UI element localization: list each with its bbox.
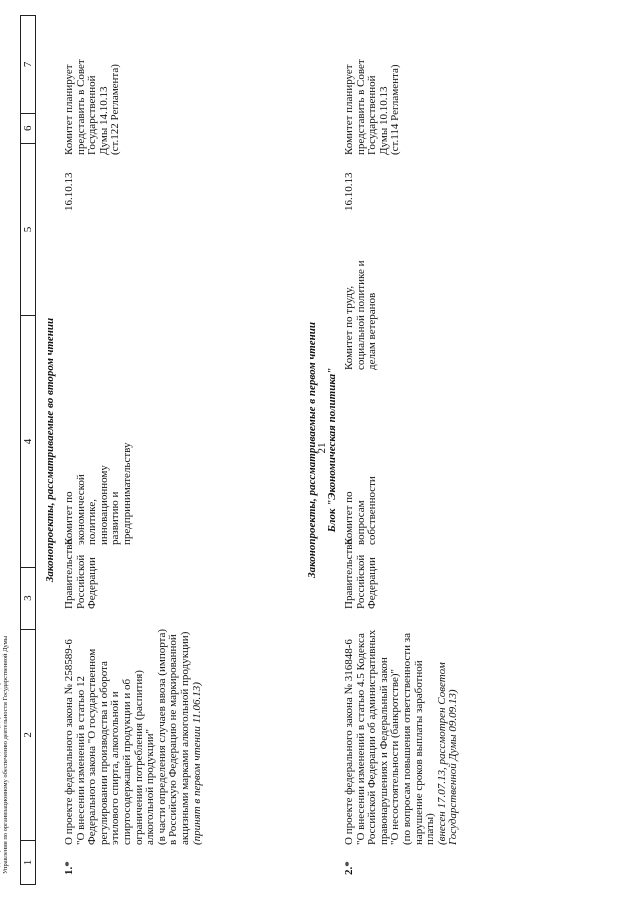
block-title: Блок "Экономическая политика" xyxy=(326,367,338,533)
column-number: 6 xyxy=(21,113,35,143)
bill-note: (внесен 17.07.13, рассмотрен Советом Государственной Думы 09.09.13) xyxy=(435,662,460,845)
initiator: Правительство Российской Федерации xyxy=(63,539,99,609)
column-number: 1 xyxy=(21,840,35,884)
bill-note: (принят в первом чтении 11.06.13) xyxy=(190,682,203,845)
column-number: 4 xyxy=(21,315,35,566)
column-number: 5 xyxy=(21,143,35,316)
responsible-committee: Комитет по экономической политике, инновационному развитию и предпринимательству xyxy=(63,442,133,545)
initiator: Правительство Российской Федерации xyxy=(343,539,379,609)
column-number-header xyxy=(20,15,36,885)
row-number: 1.* xyxy=(63,861,75,875)
column-number: 7 xyxy=(22,61,34,68)
footer-line: Управления по организационному обеспечению деятельности Государственной Думы xyxy=(2,635,9,874)
section-title-second-reading: Законопроекты, рассматриваемые во втором чтении xyxy=(44,317,56,583)
responsible-committee: Комитет по вопросам собственности xyxy=(343,476,379,545)
landscape-page xyxy=(20,15,620,885)
section-title-first-reading: Законопроекты, рассматриваемые в первом чтении xyxy=(306,322,318,578)
review-date: 16.10.13 xyxy=(343,172,355,211)
column-number: 2 xyxy=(21,629,35,841)
page-number: 21 xyxy=(316,442,328,454)
bill-title: О проекте федерального закона № 316848-6 "О внесении изменений в статью 4.5 Кодекса Российской Федерации об административных правонарушениях и Федеральный закон "О несостоятельности (банкротстве)" (по вопросам повышения ответственности за нарушение сроков выплаты заработной платы) (внесен 17.07.13, рассмотрен Советом Государственной Думы 09.09.13) xyxy=(344,615,460,845)
footer xyxy=(0,574,20,874)
co-committee: Комитет по труду, социальной политике и делам ветеранов xyxy=(343,260,379,370)
bill-title: О проекте федерального закона № 258589-6 "О внесении изменений в статью 12 Федерального закона "О государственном регулировании производства и оборота этилового спирта, алкогольной и спиртосодержащей продукции и об ограничении потребления (распития) алкогольной продукции" (в части определения случаев ввоза (импорта) в Российскую Федерацию не маркированной акцизными марками алкогольной продукции) (принят в первом чтении 11.06.13) xyxy=(64,615,203,845)
column-number: 3 xyxy=(21,567,35,629)
remark: Комитет планирует представить в Совет Государственной Думы 10.10.13 (ст.114 Регламента) xyxy=(343,59,402,155)
review-date: 16.10.13 xyxy=(63,172,75,211)
row-number: 2.* xyxy=(343,861,355,875)
remark: Комитет планирует представить в Совет Государственной Думы 14.10.13 (ст.122 Регламента) xyxy=(63,59,122,155)
